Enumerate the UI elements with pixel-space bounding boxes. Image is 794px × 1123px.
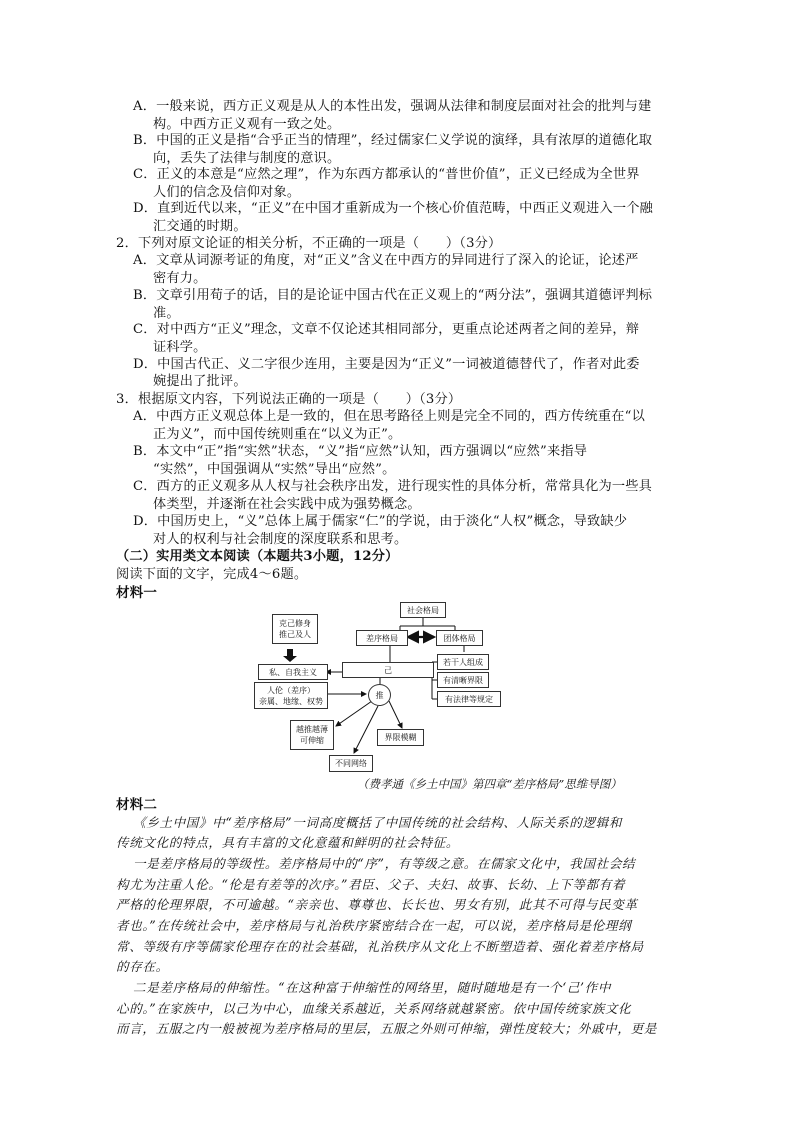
q3-stem: 3．根据原文内容，下列说法正确的一项是（ ）（3分） xyxy=(116,392,462,407)
section2-instruction: 阅读下面的文字，完成4～6题。 xyxy=(116,567,308,582)
material2-line-9: 二是差序格局的伸缩性。“在这种富于伸缩性的网络里，随时随地是有一个‘己’作中 xyxy=(133,980,612,995)
q1-option-c-line1: C．正义的本意是“应然之理”，作为东西方都承认的“普世价值”，正义已经成为全世界 xyxy=(133,167,640,182)
q2-option-c-line2: 证科学。 xyxy=(153,340,207,355)
material2-line-6: 者也。”在传统社会中，差序格局与礼治秩序紧密结合在一起，可以说，差序格局是伦理纲 xyxy=(116,918,632,933)
node-qingxi-jiexian: 有清晰界限 xyxy=(437,672,489,688)
material2-line-3: 一是差序格局的等级性。差序格局中的“序”，有等级之意。在儒家文化中，我国社会结 xyxy=(133,856,636,871)
material1-label: 材料一 xyxy=(116,585,158,601)
node-ji: 己 xyxy=(342,662,434,678)
node-ruogan-ren: 若干人组成 xyxy=(437,654,489,670)
mind-map-caption: （费孝通《乡土中国》第四章“差序格局”思维导图） xyxy=(357,777,622,791)
q2-option-b-line1: B．文章引用荀子的话，目的是论证中国古代在正义观上的“两分法”，强调其道德评判标 xyxy=(133,288,653,303)
material2-line-10: 心的。”在家族中，以己为中心，血缘关系越近，关系网络就越紧密。依中国传统家族文化 xyxy=(116,1001,632,1016)
node-shehui-geju: 社会格局 xyxy=(400,602,446,618)
material2-line-1: 《乡土中国》中“差序格局”一词高度概括了中国传统的社会结构、人际关系的逻辑和 xyxy=(133,815,623,830)
q3-option-c-line2: 体类型，并逐渐在社会实践中成为强势概念。 xyxy=(153,497,421,512)
q2-option-c-line1: C．对中西方“正义”理念，文章不仅论述其相同部分，更重点论述两者之间的差异，辩 xyxy=(133,322,640,337)
material2-label: 材料二 xyxy=(116,797,158,813)
node-tui: 推 xyxy=(368,684,391,706)
q1-option-c-line2: 人们的信念及信仰对象。 xyxy=(153,185,301,200)
node-renlun-line1: 人伦（差序） xyxy=(267,686,315,695)
node-yuetui-line1: 越推越薄 xyxy=(296,725,328,734)
section2-heading: （二）实用类文本阅读（本题共3小题，12分） xyxy=(116,549,399,564)
q2-option-b-line2: 准。 xyxy=(153,306,180,321)
node-butong-wangluo: 不同网络 xyxy=(329,755,373,772)
q3-option-b-line2: “实然”，中国强调从“实然”导出“应然”。 xyxy=(153,462,396,477)
q3-option-d-line2: 对人的权利与社会制度的深度联系和思考。 xyxy=(153,532,408,547)
q1-option-b-line2: 向，丢失了法律与制度的意识。 xyxy=(153,151,341,166)
q1-option-d-line1: D．直到近代以来，“正义”在中国才重新成为一个核心价值范畴，中西正义观进入一个融 xyxy=(133,201,653,216)
q1-option-a-line1: A．一般来说，西方正义观是从人的本性出发，强调从法律和制度层面对社会的批判与建 xyxy=(133,99,652,114)
node-falv-guiding: 有法律等规定 xyxy=(437,691,501,707)
material2-line-5: 严格的伦理界限，不可逾越。“亲亲也、尊尊也、长长也、男女有别，此其不可得与民变革 xyxy=(116,897,638,912)
node-keji-line2: 推己及人 xyxy=(279,630,311,639)
q2-stem: 2．下列对原文论证的相关分析，不正确的一项是（ ）（3分） xyxy=(116,236,502,251)
node-renlun xyxy=(254,682,328,709)
q1-option-a-line2: 构。中西方正义观有一致之处。 xyxy=(153,117,341,132)
node-keji-line1: 克己修身 xyxy=(279,619,311,628)
node-jiexian-mohu: 界限模糊 xyxy=(377,729,424,746)
q2-option-a-line2: 密有力。 xyxy=(153,271,207,286)
material2-line-4: 构尤为注重人伦。“伦是有差等的次序。”君臣、父子、夫妇、故事、长幼、上下等都有着 xyxy=(116,877,626,892)
node-renlun-line2: 亲属、地缘、权势 xyxy=(259,697,323,706)
q3-option-d-line1: D．中国历史上，“义”总体上属于儒家“仁”的学说，由于淡化“人权”概念，导致缺少 xyxy=(133,514,628,529)
q2-option-d-line1: D．中国古代正、义二字很少连用，主要是因为“正义”一词被道德替代了，作者对此委 xyxy=(133,357,640,372)
q3-option-c-line1: C．西方的正义观多从人权与社会秩序出发，进行现实性的具体分析，常常具化为一些具 xyxy=(133,479,653,494)
node-tuanti-geju: 团体格局 xyxy=(436,630,483,646)
q2-option-a-line1: A．文章从词源考证的角度，对“正义”含义在中西方的异同进行了深入的论证，论述严 xyxy=(133,253,639,268)
q3-option-b-line1: B．本文中“正”指“实然”状态，“义”指“应然”认知，西方强调以“应然”来指导 xyxy=(133,444,588,459)
material2-line-11: 而言，五服之内一般被视为差序格局的里层，五服之外则可伸缩，弹性度较大；外戚中，更是 xyxy=(116,1021,657,1036)
q3-option-a-line1: A．中西方正义观总体上是一致的，但在思考路径上则是完全不同的，西方传统重在“以 xyxy=(133,409,645,424)
material2-line-2: 传统文化的特点，具有丰富的文化意蕴和鲜明的社会特征。 xyxy=(116,835,460,850)
q3-option-a-line2: 正为义”，而中国传统则重在“以义为正”。 xyxy=(153,427,402,442)
node-keji-xiushen xyxy=(272,614,318,644)
node-yuetui-yuebao xyxy=(290,720,334,750)
q1-option-d-line2: 汇交通的时期。 xyxy=(153,219,247,234)
material2-line-7: 常、等级有序等儒家伦理存在的社会基础，礼治秩序从文化上不断塑造着、强化着差序格局 xyxy=(116,939,644,954)
node-si-ziwo: 私、自我主义 xyxy=(258,664,328,680)
q2-option-d-line2: 婉提出了批评。 xyxy=(153,374,247,389)
mind-map-diagram xyxy=(250,598,510,778)
q1-option-b-line1: B．中国的正义是指“合乎正当的情理”，经过儒家仁义学说的演绎，具有浓厚的道德化取 xyxy=(133,133,653,148)
material2-line-8: 的存在。 xyxy=(116,959,169,974)
node-chaxu-geju: 差序格局 xyxy=(356,630,408,646)
node-yuetui-line2: 可伸缩 xyxy=(300,736,324,745)
